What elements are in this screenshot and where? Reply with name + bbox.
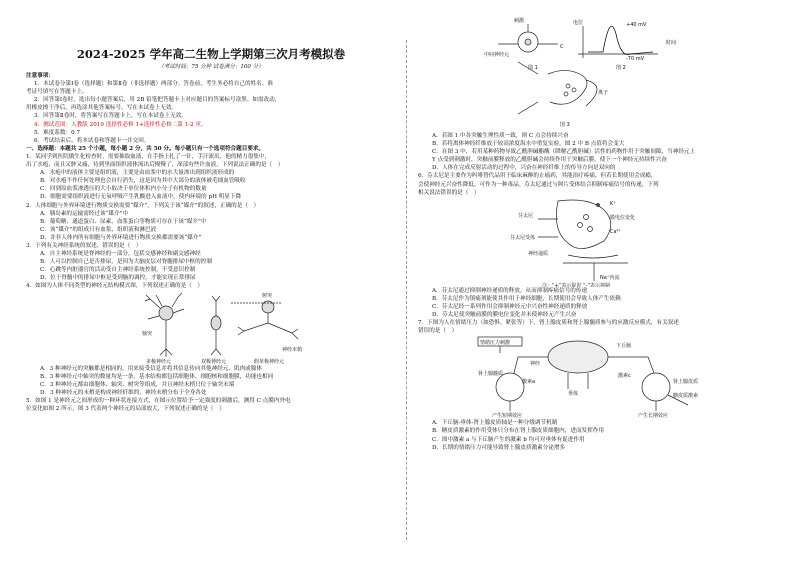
notice-item: 1．本试卷分第Ⅰ卷（选择题）和第Ⅱ卷（非选择题）两部分。答卷前，考生务必将自己的姓名、准 xyxy=(34,81,273,88)
q2-stem: 2．人体细胞与外界环境进行物质交换需要“媒介”，下列关于该“媒介”的叙述，正确的是（ ） xyxy=(26,202,260,209)
notice-item: 考证号填写在答题卡上。 xyxy=(26,89,88,96)
fig-label-nerve: 神经 xyxy=(530,361,541,368)
q5-stem: 5．如图 1 是神经元之间形成的一种环状连接方式，在图示位置给予一定强度的刺激后，测得 C 点膜内外电 xyxy=(26,397,291,404)
q7-option-b: B．糖皮质激素的作用受体只分布在肾上腺皮质细胞内，进而发挥作用 xyxy=(432,428,604,435)
fig-label-hormone-c: 激素c xyxy=(618,373,631,380)
q1-option-d: D．细胞需要组织液进行无氧呼吸产生乳酸进入血液中，使内环境的 pH 明显下降 xyxy=(40,194,242,201)
q1-option-b: B．对水疱不作任何处理也会自行消失，这是因为其中大部分的液体被毛细血管吸收 xyxy=(40,178,246,185)
notice-item: 5．难度系数：0.7 xyxy=(34,129,81,136)
page-subtitle: （考试时间：75 分钟 试卷满分：100 分） xyxy=(158,64,264,70)
q3-option-c: C．心跳等内脏器官的活动受自主神经系统控制，不受意识控制 xyxy=(40,267,196,274)
q6-stem: 会使神经元兴奋性降低，可作为一种毒品。芬太尼通过与阿片受体结合抑制疼痛信号的传递，下列 xyxy=(418,181,659,188)
q3-option-d: D．位于脊髓中的排尿中枢是受到脑的调控，才能实现正常排尿 xyxy=(40,275,196,282)
fig-label-neurotransmitter: 神经递质 xyxy=(528,250,549,257)
q1-option-a: A．水疱中的液体主要是组织液，主要是由血浆中的水大量渗出到组织液形成的 xyxy=(40,170,235,177)
q3-stem: 3．下列有关神经系统的叙述，错误的是（ ） xyxy=(26,242,142,249)
fig-label-volt-hi: +40 mV xyxy=(626,22,647,28)
q2-option-c: C．该“媒介”的组成只有血浆、组织液和淋巴液 xyxy=(40,226,157,233)
q5-option-c-cont: Y 点受到刺激时，突触前膜释放的乙酰胆碱会持续作用于突触后膜，使下一个神经元持续性兴奋 xyxy=(432,157,667,164)
q5-figure xyxy=(418,14,788,132)
q6-option-c: C．芬太尼经一系列作用会抑制神经元中兴奋性神经递质的释放 xyxy=(432,303,588,310)
fig-label-interneuron: 中间神经元 xyxy=(484,52,510,58)
fig-caption-bipolar: 双极神经元 xyxy=(201,358,227,365)
fig-label-stress: 情绪压力刺激 xyxy=(480,340,511,347)
q5-stem: 位变化如图 2 所示，图 3 代表两个神经元的局部放大，下列叙述正确的是（ ） xyxy=(26,406,225,412)
fig-caption-1: 图 1 xyxy=(528,65,538,71)
fig-label-receptor: 芬太尼受体 xyxy=(510,234,536,241)
fig-label-k: K⁺ xyxy=(610,200,616,207)
fig-label-hypothalamus: 下丘脑 xyxy=(616,343,632,350)
section-heading: 一、选择题：本题共 25 个小题，每小题 2 分，共 50 分。每小题只有一个选项符合题目要求。 xyxy=(26,145,265,152)
notice-heading: 注意事项： xyxy=(26,73,54,79)
page-title: 2024-2025 学年高二生物上学期第三次月考模拟卷 xyxy=(76,47,346,61)
fig-caption-3: 图 3 xyxy=(560,122,570,128)
q6-option-a: A．芬太尼通过抑制神经递质的释放，从而抑制疼痛信号的传递 xyxy=(432,287,588,294)
q5-option-d: D．人体在完成反射活动的过程中，兴奋在神经纤维上的传导方向是双向的 xyxy=(432,165,616,172)
q6-option-d: D．芬太尼使突触前膜的膜电位变化并未使神经元产生兴奋 xyxy=(432,312,577,319)
q4-stem: 4．如图为人体不同类型的神经元结构模式图，下列叙述正确的是（ ） xyxy=(26,283,203,290)
fig-label-long: 产生长期效应 xyxy=(638,413,669,420)
q2-option-b: B．葡萄糖、通道蛋白、尿素、血浆蛋白等物质可存在于该“媒介”中 xyxy=(40,218,207,225)
q7-option-c: C．图中激素 a 与下丘脑产生的激素 b 均可对垂体有促进作用 xyxy=(432,436,585,443)
notice-item-scope: 4．测试范围：人教版 2019 选择性必修 1+选择性必修二第 1-2 章。 xyxy=(34,121,207,128)
q2-option-a: A．胰岛素的运输需经过该“媒介”中 xyxy=(40,210,129,217)
q1-stem: 1．某同学到医院做生化检查时，需要抽取血液，在手指上扎了一针，手汗流出，他的精力很集中， xyxy=(26,153,271,160)
fig-label-membrane: 膜电位变化 xyxy=(610,214,636,221)
q4-option-d: D．3 种神经元的末梢是构成神经纤维的，神经末梢分布于全身各处 xyxy=(40,389,207,396)
fig-label-fentanyl: 芬太尼 xyxy=(518,212,534,219)
fig-label-time: 时间 xyxy=(666,40,677,46)
q1-stem: 出了水疱，而且又肿又痛，待到里面组织液体流出后慢慢了，深部有些许血液，下列说法正确的是（ ） xyxy=(26,162,284,169)
fig-label-volt-lo: -70 mV xyxy=(626,56,645,62)
fig-label-adrenal-medulla: 肾上腺髓质 xyxy=(478,371,504,378)
fig-caption-2: 图 2 xyxy=(616,65,626,71)
fig-legend: 注：“+”表示促进 “-”表示抑制 xyxy=(542,282,610,287)
q5-option-b: B．若将离体神经纤维放于较高浓度海水中重复实验，图 2 中 B 点值将会变大 xyxy=(432,141,625,148)
right-column xyxy=(418,14,788,452)
column-divider xyxy=(406,40,407,540)
neuron-figure xyxy=(26,291,396,365)
q3-option-b: B．人可以控制自己是否排尿，是因为大脑皮层对脊髓排尿中枢的控制 xyxy=(40,259,212,266)
fig-label-ca: Ca²⁺ xyxy=(610,228,622,235)
q7-stem: 错误的是（ ） xyxy=(418,328,458,335)
q4-option-a: A．3 种神经元的突触都是相同的，用来接受信息并将其信息传向其他神经元、肌肉或腺体 xyxy=(40,365,262,372)
fig-caption-multipolar: 多极神经元 xyxy=(146,358,172,365)
fig-label-dendrite: 树突 xyxy=(262,292,273,299)
fentanyl-figure xyxy=(418,197,788,287)
q5-option-c: C．在图 3 中，若用某种药物导致乙酰胆碱酯酶（降解乙酰胆碱）活性的药物作用于突触间隙，当神经元上 xyxy=(432,149,696,156)
notice-item: 6．考试结束后，将本试卷和答题卡一并交回。 xyxy=(34,137,150,144)
fig-label-na: Na⁺内流 xyxy=(600,274,620,281)
fig-label-ion: 离子 xyxy=(598,90,609,96)
q7-stem: 7．下图为人在情绪压力（如恐惧、紧张等）下，肾上腺皮质和肾上腺髓质参与的应激反应模式，有关叙述 xyxy=(418,320,679,327)
notice-item: 2．回答第Ⅰ卷时，选出每小题答案后，用 2B 铅笔把答题卡上对应题目的答案标号涂黑。如需改动， xyxy=(34,97,281,104)
q6-option-b: B．芬太尼作为镇痛剂能使其作用于神经细胞，长期使用会导致人体产生依赖 xyxy=(432,295,621,302)
q3-option-a: A．自主神经系统是脊神经的一部分，包括交感神经和副交感神经 xyxy=(40,251,201,258)
fig-label-c: C xyxy=(560,44,564,50)
fig-label-axis: 电位 xyxy=(573,20,584,26)
q2-option-d: D．并非人体内所有细胞与外界环境进行物质交换都需要该“媒介” xyxy=(40,234,202,241)
q5-diagram xyxy=(418,14,788,132)
q4-option-b: B．3 种神经元中轴突的数量均是一条，基本结构都包括细胞体、细胞核和细胞膜，功能也相同 xyxy=(40,373,274,380)
notice-item: 3．回答第Ⅱ卷时，将答案写在答题卡上，写在本试卷上无效。 xyxy=(34,113,187,120)
fig-label-short: 产生短期效应 xyxy=(492,413,523,420)
fig-label-gluco: 糖皮质激素 xyxy=(673,393,699,400)
stress-diagram xyxy=(418,335,788,419)
fig-label-pituitary: 垂体 xyxy=(568,391,579,398)
fig-label-adrenal-cortex: 肾上腺皮质 xyxy=(673,379,699,386)
q7-option-a: A．下丘脑-垂体-肾上腺皮质轴是一种分级调节机制 xyxy=(432,420,558,427)
fig-label-hormone-a: 激素a xyxy=(522,379,536,386)
notice-item: 用橡皮擦干净后，再选涂其他答案标号。写在本试卷上无效。 xyxy=(26,105,178,112)
q6-stem: 6．芬太尼是主要作为吗啡替代品用于临床麻醉的止痛药，其能治疗疼痛，但若长期使用会成瘾， xyxy=(418,173,657,180)
fig-label-axon: 轴突 xyxy=(142,330,153,337)
fig-caption-pseudo: 假单极神经元 xyxy=(254,358,285,365)
neuron-diagram xyxy=(26,291,396,365)
fig-label-terminal: 神经末梢 xyxy=(282,346,303,353)
stress-figure xyxy=(418,335,788,419)
fentanyl-diagram xyxy=(418,197,788,287)
q5-option-a: A．若图 1 中各突触生理性质一致，则 C 点会持续兴奋 xyxy=(432,133,569,139)
q6-stem: 相关说法错误的是（ ） xyxy=(418,189,480,196)
fig-label-stimulus: 刺激 xyxy=(514,18,525,24)
left-column xyxy=(26,72,396,413)
q1-option-c: C．回到原血浆渗透压的大小取决于单位体积内小分子有机物的数量 xyxy=(40,186,207,193)
q7-option-d: D．长期的情绪压力可能导致肾上腺皮质激素分泌增多 xyxy=(432,444,566,451)
q4-option-c: C．3 种神经元都由细胞体、轴突、树突等组成，并且神经末梢只位于轴突末端 xyxy=(40,381,235,388)
